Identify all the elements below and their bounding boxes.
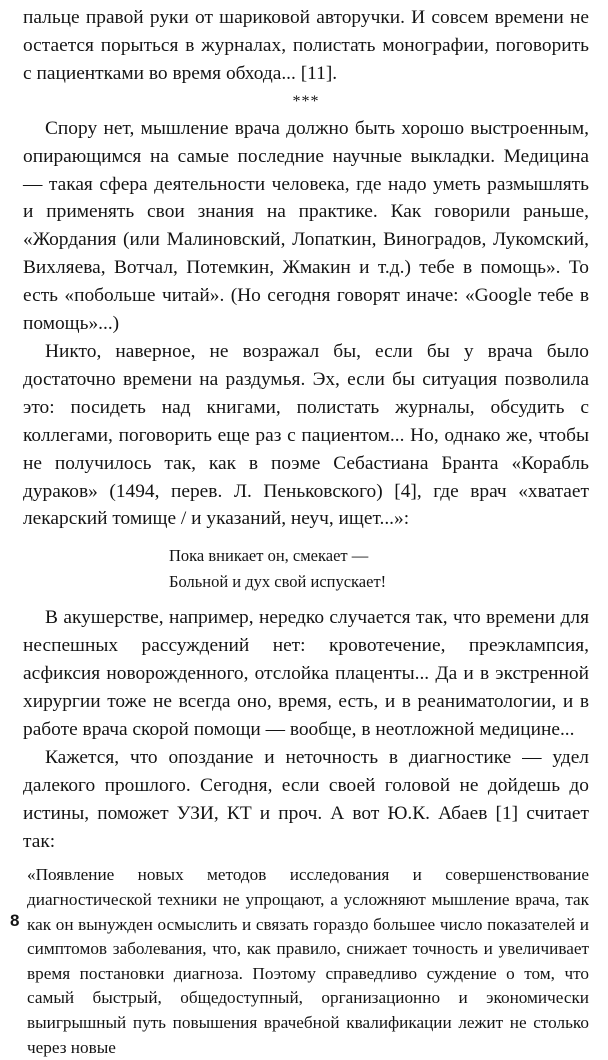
page-number: 8 xyxy=(10,911,20,930)
page-body xyxy=(23,4,589,1060)
verse-line-1: Пока вникает он, смекает — xyxy=(169,546,369,566)
block-quote xyxy=(23,863,589,1060)
paragraph-2: Никто, наверное, не возражал бы, если бы у врача было достаточно времени на раздумья. Эх, если бы ситуация позволила это: посидеть над книгами, полистать журналы, обсудить с коллегами, поговорить еще раз с пациентом... Но, однако же, чтобы не получилось так, как в поэме Себастиана Бранта «Корабль дураков» (1494, перев. Л. Пеньковского) [4], где врач «хватает лекарский томище / и указаний, неуч, ищет...»: xyxy=(23,340,589,530)
verse-line-2: Больной и дух свой испускает! xyxy=(169,572,387,592)
verse-quote xyxy=(23,543,589,595)
paragraph-3: В акушерстве, например, нередко случается так, что времени для неспешных рассуждений нет: кровотечение, преэклампсия, асфиксия новорожденного, отслойка плаценты... Да и в экстренной хирургии тоже не всегда оно, время, есть, и в реаниматологии, и в работе врача скорой помощи — вообще, в неотложной медицине... xyxy=(23,607,589,740)
section-separator: *** xyxy=(292,92,320,110)
paragraph-1: Спору нет, мышление врача должно быть хорошо выстроенным, опирающимся на самые последние научные выкладки. Медицина — такая сфера деятельности человека, где надо уметь размышлять и применять свои знания на практике. Как говорили раньше, «Жордания (или Малиновский, Лопаткин, Виноградов, Лукомский, Вихляева, Вотчал, Потемкин, Жмакин и т.д.) тебе в помощь». То есть «побольше читай». (Но сегодня говорят иначе: «Google тебе в помощь»...) xyxy=(23,117,589,335)
block-quote-text: «Появление новых методов исследования и совершенствование диагностической техники не упрощают, а усложняют мышление врача, так как он вынужден осмыслить и связать гораздо большее число показателей и симптомов заболевания, что, как правило, снижает точность и увеличивает время постановки диагноза. Поэтому справедливо суждение о том, что самый быстрый, общедоступный, организационно и экономически выигрышный путь повышения врачебной квалификации лежит не столько через новые xyxy=(27,865,589,1057)
paragraph-4: Кажется, что опоздание и неточность в диагностике — удел далекого прошлого. Сегодня, если своей головой не дойдешь до истины, поможет УЗИ, КТ и проч. А вот Ю.К. Абаев [1] считает так: xyxy=(23,746,589,852)
paragraph-continued: пальце правой руки от шариковой авторучки. И совсем времени не остается порыться в журналах, полистать монографии, поговорить с пациентками во время обхода... [11]. xyxy=(23,7,589,84)
